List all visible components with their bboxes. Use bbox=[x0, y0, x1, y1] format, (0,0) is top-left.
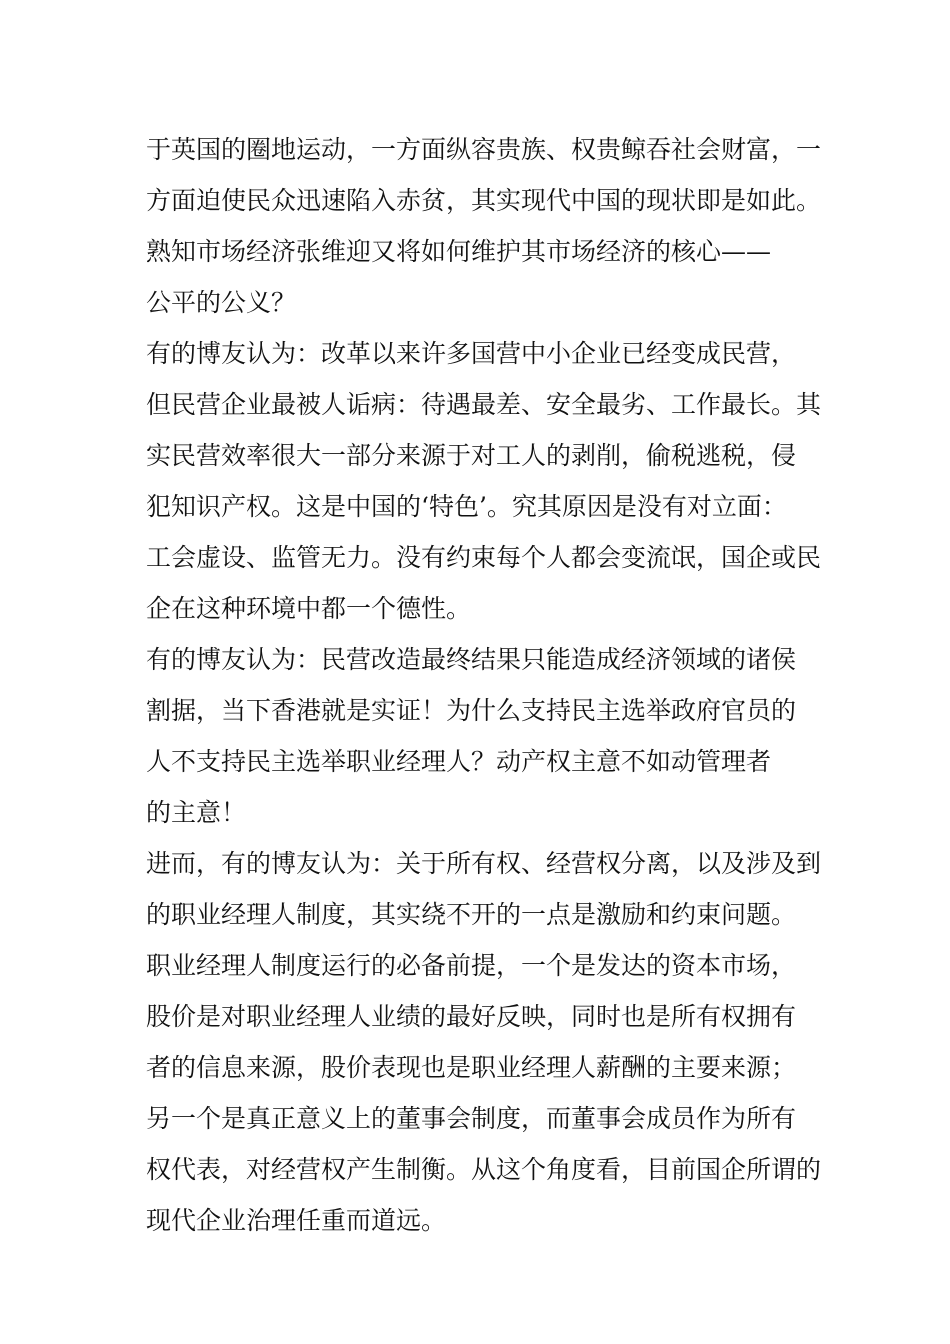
text-line: 权代表，对经营权产生制衡。从这个角度看，目前国企所谓的 bbox=[146, 1155, 822, 1184]
text-line: 实民营效率很大一部分来源于对工人的剥削，偷税逃税，侵 bbox=[146, 441, 797, 470]
text-line: 熟知市场经济张维迎又将如何维护其市场经济的核心—— bbox=[146, 237, 772, 266]
text-line: 割据，当下香港就是实证！为什么支持民主选举政府官员的 bbox=[146, 696, 797, 725]
text-line: 的职业经理人制度，其实绕不开的一点是激励和约束问题。 bbox=[146, 900, 797, 929]
text-line: 企在这种环境中都一个德性。 bbox=[146, 594, 472, 623]
text-line: 有的博友认为：民营改造最终结果只能造成经济领域的诸侯 bbox=[146, 645, 797, 674]
text-line: 股价是对职业经理人业绩的最好反映，同时也是所有权拥有 bbox=[146, 1002, 797, 1031]
text-line: 者的信息来源，股价表现也是职业经理人薪酬的主要来源； bbox=[146, 1053, 797, 1082]
text-line: 的主意！ bbox=[146, 798, 247, 827]
text-line: 进而，有的博友认为：关于所有权、经营权分离，以及涉及到 bbox=[146, 849, 822, 878]
text-line: 有的博友认为：改革以来许多国营中小企业已经变成民营， bbox=[146, 339, 797, 368]
text-line: 公平的公义？ bbox=[146, 288, 297, 317]
text-line: 另一个是真正意义上的董事会制度，而董事会成员作为所有 bbox=[146, 1104, 797, 1133]
text-line: 人不支持民主选举职业经理人？动产权主意不如动管理者 bbox=[146, 747, 772, 776]
text-line: 于英国的圈地运动，一方面纵容贵族、权贵鲸吞社会财富，一 bbox=[146, 135, 822, 164]
text-line: 但民营企业最被人诟病：待遇最差、安全最劣、工作最长。其 bbox=[146, 390, 822, 419]
text-line: 犯知识产权。这是中国的‘特色’。究其原因是没有对立面： bbox=[146, 492, 787, 521]
text-line: 职业经理人制度运行的必备前提，一个是发达的资本市场， bbox=[146, 951, 797, 980]
text-line: 方面迫使民众迅速陷入赤贫，其实现代中国的现状即是如此。 bbox=[146, 186, 822, 215]
text-line: 现代企业治理任重而道远。 bbox=[146, 1206, 447, 1235]
text-line: 工会虚设、监管无力。没有约束每个人都会变流氓，国企或民 bbox=[146, 543, 822, 572]
body-text bbox=[146, 124, 826, 1246]
